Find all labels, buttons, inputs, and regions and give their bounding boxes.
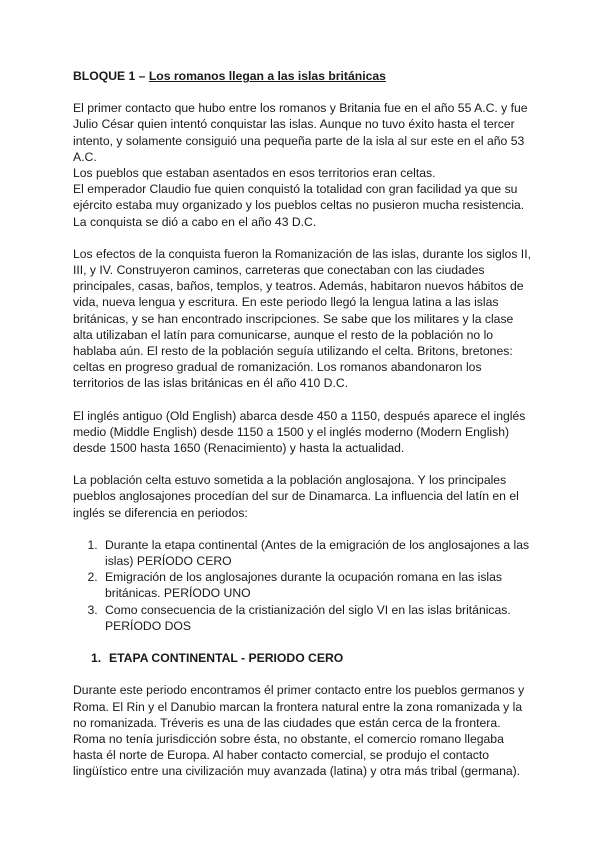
list-item: 1. Durante la etapa continental (Antes de la emigración de los anglosajones a las islas) PERÍODO CERO: [101, 537, 533, 569]
paragraph-english-periods: El inglés antiguo (Old English) abarca desde 450 a 1150, después aparece el inglés medio (Middle English) desde 1150 a 1500 y el inglés moderno (Modern English) desde 1500 hasta 1650 (Renacimiento) y hasta la actualidad.: [73, 408, 526, 456]
paragraph-line: El emperador Claudio fue quien conquistó la totalidad con gran facilidad ya que su ejército estaba muy organizado y los pueblos celtas no pusieron mucha resistencia.: [73, 182, 525, 213]
paragraph-line: La conquista se dió a cabo en el año 43 D.C.: [73, 214, 317, 229]
section-number: 1.: [91, 651, 102, 666]
document-page: [73, 68, 533, 796]
section-heading-text: ETAPA CONTINENTAL - PERIODO CERO: [109, 651, 344, 666]
title-prefix: BLOQUE 1 –: [73, 69, 149, 83]
list-item: 2. Emigración de los anglosajones durante la ocupación romana en las islas británicas. PERÍODO UNO: [101, 569, 533, 601]
paragraph-anglosaxon: La población celta estuvo sometida a la población anglosajona. Y los principales pueblos anglosajones procedían del sur de Dinamarca. La influencia del latín en el inglés se diferencia en periodos:: [73, 473, 519, 520]
paragraph-line: El primer contacto que hubo entre los romanos y Britania fue en el año 55 A.C. y fue Julio César quien intentó conquistar las islas. Aunque no tuvo éxito hasta el tercer intento, y solamente consiguió una pequeña parte de la isla al sur este en el año 53 A.C.: [73, 101, 528, 164]
section-heading: [73, 650, 533, 666]
title-underlined: Los romanos llegan a las islas británicas: [148, 69, 386, 83]
paragraph-continental: Durante este periodo encontramos él primer contacto entre los pueblos germanos y Roma. El Rin y el Danubio marcan la frontera natural entre la zona romanizada y la no romanizada. Tréveris es una de las ciudades que están cerca de la frontera. Roma no tenía jurisdicción sobre ésta, no obstante, el comercio romano llegaba hasta él norte de Europa. Al haber contacto comercial, se produjo el contacto lingüístico entre una civilización muy avanzada (latina) y otra más tribal (germana).: [73, 683, 525, 779]
paragraph-romanization: Los efectos de la conquista fueron la Romanización de las islas, durante los siglos II, III, y IV. Construyeron caminos, carreteras que conectaban con las ciudades principales, casas, baños, templos, y teatros. Además, habitaron nuevos hábitos de vida, nueva lengua y escritura. En este periodo llegó la lengua latina a las islas británicas, y se han encontrado inscripciones. Se sabe que los militares y la clase alta utilizaban el latín para comunicarse, aunque el resto de la población no lo hablaba aún. El resto de la población seguía utilizando el celta. Britons, bretones: celtas en progreso gradual de romanización. Los romanos abandonaron los territorios de las islas británicas en él año 410 D.C.: [73, 246, 531, 391]
paragraph-first-contact: [73, 100, 533, 230]
paragraph-line: Los pueblos que estaban asentados en esos territorios eran celtas.: [73, 166, 436, 181]
document-title: [73, 68, 533, 84]
periods-list: [73, 537, 533, 634]
list-item: 3. Como consecuencia de la cristianización del siglo VI en las islas británicas. PERÍODO DOS: [101, 602, 533, 634]
